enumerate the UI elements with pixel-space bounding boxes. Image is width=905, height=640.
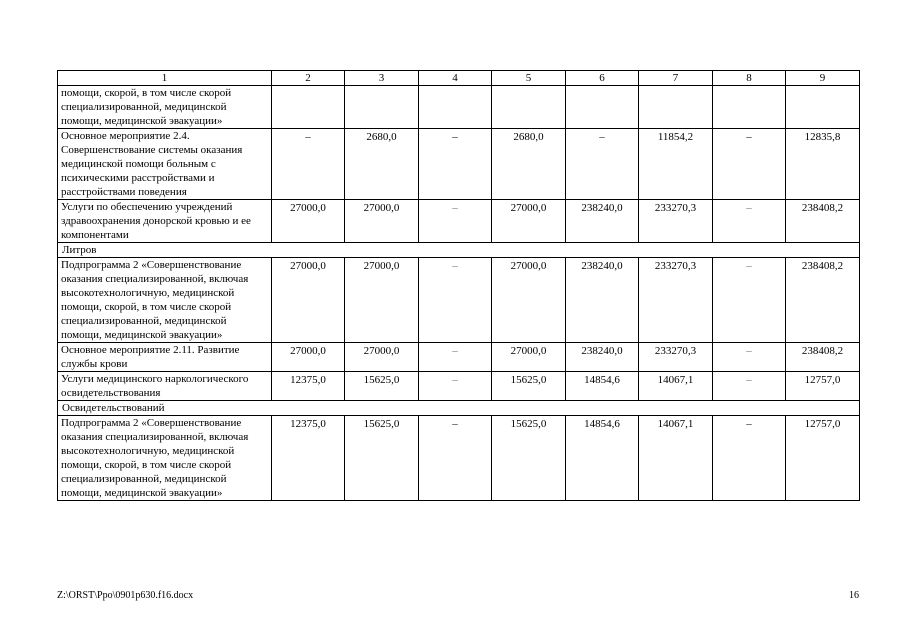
- value-cell: 238408,2: [786, 258, 860, 343]
- value-cell: 12375,0: [272, 372, 345, 401]
- column-header: 5: [492, 71, 566, 86]
- table-row: [58, 86, 860, 129]
- value-cell: [345, 86, 419, 129]
- value-cell: 15625,0: [492, 416, 566, 501]
- column-header: 4: [419, 71, 492, 86]
- value-cell: 233270,3: [639, 200, 713, 243]
- value-cell: 14067,1: [639, 372, 713, 401]
- row-label-cell: помощи, скорой, в том числе скорой специализированной, медицинской помощи, медицинской эвакуации»: [58, 86, 272, 129]
- value-cell: –: [713, 372, 786, 401]
- unit-row: [58, 401, 860, 416]
- value-cell: 15625,0: [492, 372, 566, 401]
- value-cell: 12375,0: [272, 416, 345, 501]
- value-cell: 233270,3: [639, 258, 713, 343]
- value-cell: [639, 86, 713, 129]
- value-cell: 27000,0: [345, 343, 419, 372]
- budget-table: [57, 70, 860, 501]
- column-header: 1: [58, 71, 272, 86]
- value-cell: 238240,0: [566, 258, 639, 343]
- value-cell: 14067,1: [639, 416, 713, 501]
- value-cell: –: [419, 200, 492, 243]
- value-cell: 12757,0: [786, 416, 860, 501]
- column-number-row: [58, 71, 860, 86]
- value-cell: 238408,2: [786, 343, 860, 372]
- table-row: [58, 129, 860, 200]
- value-cell: 27000,0: [492, 343, 566, 372]
- value-cell: [492, 86, 566, 129]
- file-path: Z:\ORST\Ppo\0901p630.f16.docx: [57, 590, 194, 601]
- value-cell: –: [713, 129, 786, 200]
- row-label-cell: Услуги медицинского наркологического освидетельствования: [58, 372, 272, 401]
- column-header: 2: [272, 71, 345, 86]
- value-cell: 27000,0: [272, 258, 345, 343]
- value-cell: 27000,0: [272, 200, 345, 243]
- value-cell: –: [272, 129, 345, 200]
- table-row: [58, 258, 860, 343]
- value-cell: 14854,6: [566, 372, 639, 401]
- value-cell: –: [419, 343, 492, 372]
- value-cell: –: [713, 416, 786, 501]
- row-label-cell: Подпрограмма 2 «Совершенствование оказания специализированной, включая высокотехнологичную, медицинской помощи, скорой, в том числе скорой специализированной, медицинской помощи, медицинской эвакуации»: [58, 416, 272, 501]
- value-cell: 2680,0: [345, 129, 419, 200]
- value-cell: 27000,0: [492, 258, 566, 343]
- value-cell: 238240,0: [566, 343, 639, 372]
- value-cell: –: [419, 129, 492, 200]
- value-cell: [419, 86, 492, 129]
- unit-label: Литров: [58, 243, 860, 258]
- value-cell: 27000,0: [492, 200, 566, 243]
- value-cell: [566, 86, 639, 129]
- value-cell: –: [713, 258, 786, 343]
- value-cell: 238408,2: [786, 200, 860, 243]
- value-cell: 27000,0: [345, 258, 419, 343]
- table-row: [58, 343, 860, 372]
- value-cell: 27000,0: [272, 343, 345, 372]
- column-header: 6: [566, 71, 639, 86]
- table-row: [58, 416, 860, 501]
- unit-label: Освидетельствований: [58, 401, 860, 416]
- value-cell: 233270,3: [639, 343, 713, 372]
- value-cell: –: [419, 372, 492, 401]
- row-label-cell: Основное мероприятие 2.4. Совершенствование системы оказания медицинской помощи больным с психическими расстройствами и расстройствами поведения: [58, 129, 272, 200]
- row-label-cell: Подпрограмма 2 «Совершенствование оказания специализированной, включая высокотехнологичную, медицинской помощи, скорой, в том числе скорой специализированной, медицинской помощи, медицинской эвакуации»: [58, 258, 272, 343]
- value-cell: 15625,0: [345, 372, 419, 401]
- column-header: 3: [345, 71, 419, 86]
- column-header: 8: [713, 71, 786, 86]
- value-cell: –: [713, 200, 786, 243]
- value-cell: 27000,0: [345, 200, 419, 243]
- row-label-cell: Основное мероприятие 2.11. Развитие службы крови: [58, 343, 272, 372]
- value-cell: 12835,8: [786, 129, 860, 200]
- page-number: 16: [849, 590, 859, 601]
- value-cell: 15625,0: [345, 416, 419, 501]
- value-cell: 11854,2: [639, 129, 713, 200]
- value-cell: [272, 86, 345, 129]
- table-row: [58, 200, 860, 243]
- value-cell: –: [713, 343, 786, 372]
- value-cell: –: [419, 258, 492, 343]
- value-cell: 2680,0: [492, 129, 566, 200]
- unit-row: [58, 243, 860, 258]
- value-cell: 238240,0: [566, 200, 639, 243]
- column-header: 9: [786, 71, 860, 86]
- column-header: 7: [639, 71, 713, 86]
- value-cell: –: [419, 416, 492, 501]
- value-cell: 14854,6: [566, 416, 639, 501]
- value-cell: 12757,0: [786, 372, 860, 401]
- value-cell: [713, 86, 786, 129]
- row-label-cell: Услуги по обеспечению учреждений здравоохранения донорской кровью и ее компонентами: [58, 200, 272, 243]
- value-cell: [786, 86, 860, 129]
- value-cell: –: [566, 129, 639, 200]
- table-row: [58, 372, 860, 401]
